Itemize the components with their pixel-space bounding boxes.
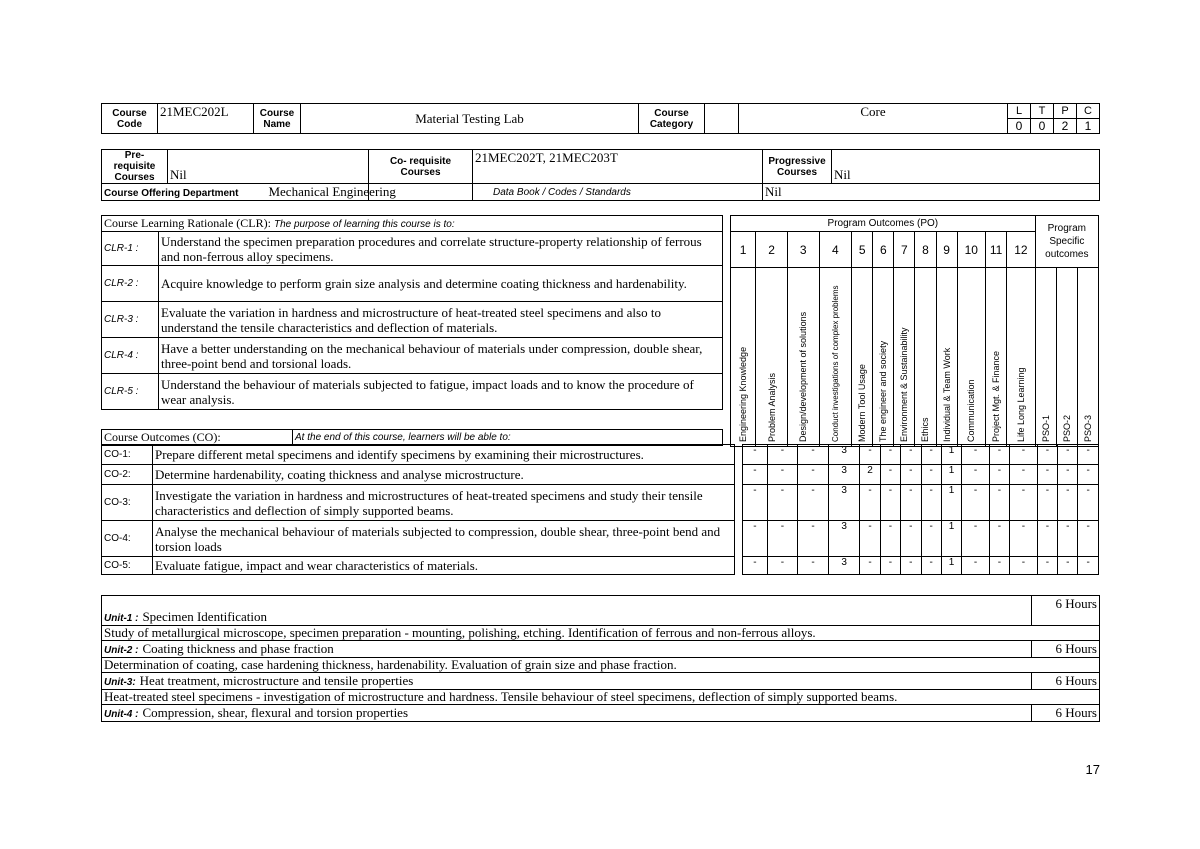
co-po-map-cell: - (1037, 521, 1057, 557)
po-title: Program Outcomes (PO) (731, 216, 1036, 232)
co-po-map-cell: - (1010, 465, 1038, 485)
ltpc-label-p: P (1054, 104, 1077, 119)
po-name-text: Modern Tool Usage (857, 364, 868, 442)
course-code-label: Course Code (102, 104, 158, 134)
po-name (986, 268, 1007, 447)
unit-content: Determination of coating, case hardening thickness, hardenability. Evaluation of grain size and phase fraction. (102, 658, 1100, 673)
unit-hours: 6 Hours (1032, 705, 1100, 722)
co-po-map-cell: 1 (941, 521, 961, 557)
co-po-map-cell: - (921, 445, 941, 465)
co-row (102, 485, 1099, 521)
course-category-blank (705, 104, 739, 134)
co-po-map-cell: - (1037, 465, 1057, 485)
co-po-map-cell: - (1010, 557, 1038, 575)
co-po-map-cell: 1 (941, 485, 961, 521)
unit-label: Unit-3: (104, 677, 136, 688)
co-gap (735, 557, 743, 575)
clr-subtitle: The purpose of learning this course is to: (273, 219, 455, 230)
pso-name (1035, 268, 1056, 447)
co-po-map-cell: - (1010, 445, 1038, 465)
co-po-map-cell: - (989, 521, 1009, 557)
course-name-label: Course Name (254, 104, 301, 134)
co-po-map-cell: - (798, 465, 829, 485)
clr-title: Course Learning Rationale (CLR): (104, 216, 271, 230)
ltpc-value-t: 0 (1031, 119, 1054, 134)
clr-code: CLR-4 : (102, 338, 159, 374)
ltpc-value-l: 0 (1008, 119, 1031, 134)
clr-code: CLR-5 : (102, 374, 159, 410)
co-code: CO-5: (102, 557, 153, 575)
co-po-map-cell: - (860, 445, 880, 465)
co-po-map-cell: - (901, 485, 921, 521)
ltpc-label-c: C (1077, 104, 1100, 119)
co-po-map-cell: 3 (828, 445, 860, 465)
po-number: 3 (787, 232, 819, 268)
co-subtitle: At the end of this course, learners will be able to: (293, 430, 723, 446)
unit-header-row (102, 705, 1100, 722)
co-po-map-cell: - (1078, 521, 1099, 557)
course-header-table (101, 103, 1100, 134)
page-number: 17 (1085, 762, 1100, 777)
co-po-map-cell: - (962, 521, 990, 557)
unit-content: Heat-treated steel specimens - investigation of microstructure and hardness. Tensile behaviour of steel specimens, deflection of simply supported beams. (102, 690, 1100, 705)
unit-header-row (102, 641, 1100, 658)
co-po-map-cell: - (989, 485, 1009, 521)
co-po-map-cell: - (798, 485, 829, 521)
co-code: CO-4: (102, 521, 153, 557)
units-table (101, 595, 1100, 722)
co-po-map-cell: 3 (828, 521, 860, 557)
po-number: 6 (873, 232, 894, 268)
unit-content: Study of metallurgical microscope, specimen preparation - mounting, polishing, etching. Identification of ferrous and non-ferrous alloys. (102, 626, 1100, 641)
po-name-text: Design/development of solutions (798, 311, 809, 442)
po-number: 8 (915, 232, 936, 268)
co-po-map-cell: - (1037, 445, 1057, 465)
po-number: 1 (731, 232, 756, 268)
clr-code: CLR-1 : (102, 232, 159, 266)
po-number: 9 (936, 232, 957, 268)
po-number: 7 (894, 232, 915, 268)
po-name-text: The engineer and society (878, 340, 889, 442)
co-po-map-cell: 2 (860, 465, 880, 485)
co-text: Evaluate fatigue, impact and wear characteristics of materials. (152, 557, 734, 575)
co-row (102, 445, 1099, 465)
co-po-map-cell: - (962, 485, 990, 521)
co-code: CO-2: (102, 465, 153, 485)
co-po-map-cell: - (860, 557, 880, 575)
unit-title-cell (102, 705, 1032, 722)
clr-code: CLR-2 : (102, 266, 159, 302)
co-po-map-cell: - (743, 445, 767, 465)
coreq-label: Co- requisite Courses (369, 150, 473, 184)
unit-content-row (102, 658, 1100, 673)
unit-content-row (102, 690, 1100, 705)
co-po-map-cell: - (962, 465, 990, 485)
co-po-map-cell: - (1058, 557, 1078, 575)
pso-name-text: PSO-3 (1082, 414, 1093, 442)
co-po-map-cell: - (767, 465, 798, 485)
co-text: Prepare different metal specimens and identify specimens by examining their microstructures. (152, 445, 734, 465)
unit-hours: 6 Hours (1032, 596, 1100, 626)
co-po-map-cell: - (989, 465, 1009, 485)
po-name-text: Conduct investigations of complex problems (831, 285, 841, 442)
unit-label: Unit-1 : (104, 613, 139, 624)
clr-text: Acquire knowledge to perform grain size analysis and determine coating thickness and hardenability. (159, 266, 723, 302)
po-name (936, 268, 957, 447)
ltpc-value-p: 2 (1054, 119, 1077, 134)
po-number: 12 (1007, 232, 1036, 268)
course-name: Material Testing Lab (301, 104, 639, 134)
co-text: Analyse the mechanical behaviour of materials subjected to compression, double shear, three-point bend and torsion loads (152, 521, 734, 557)
co-po-map-cell: - (743, 465, 767, 485)
co-po-map-cell: - (921, 557, 941, 575)
co-gap (735, 485, 743, 521)
co-po-map-cell: - (743, 557, 767, 575)
co-text: Investigate the variation in hardness and microstructures of heat-treated specimens and study their tensile characteristics and deflection of simply supported beams. (152, 485, 734, 521)
co-row (102, 557, 1099, 575)
po-name-text: Project Mgt. & Finance (991, 350, 1002, 442)
co-po-map-cell: - (1078, 485, 1099, 521)
prerequisite-table (101, 149, 1100, 201)
co-po-map-cell: - (962, 557, 990, 575)
po-name (756, 268, 788, 447)
co-po-map-cell: - (1058, 445, 1078, 465)
progressive-value: Nil (832, 150, 1100, 184)
co-row (102, 521, 1099, 557)
po-name (819, 268, 852, 447)
clr-code: CLR-3 : (102, 302, 159, 338)
unit-header-row (102, 596, 1100, 626)
co-po-map-cell: - (921, 465, 941, 485)
po-number: 5 (852, 232, 873, 268)
co-po-map-cell: - (1037, 557, 1057, 575)
unit-label: Unit-2 : (104, 645, 139, 656)
co-gap (735, 445, 743, 465)
clr-header (102, 216, 723, 232)
ltpc-value-c: 1 (1077, 119, 1100, 134)
clr-table (101, 215, 723, 410)
po-number: 2 (756, 232, 788, 268)
progressive-label: Progressive Courses (763, 150, 832, 184)
po-name (894, 268, 915, 447)
course-category-label: Course Category (639, 104, 705, 134)
co-po-map-cell: - (880, 557, 900, 575)
co-po-map-cell: - (901, 445, 921, 465)
po-number: 10 (957, 232, 985, 268)
pso-name (1077, 268, 1098, 447)
po-name-text: Problem Analysis (766, 372, 777, 442)
clr-text: Understand the behaviour of materials subjected to fatigue, impact loads and to know the procedure of wear analysis. (159, 374, 723, 410)
co-po-map-cell: - (901, 557, 921, 575)
prereq-value: Nil (168, 150, 369, 184)
unit-hours: 6 Hours (1032, 641, 1100, 658)
unit-title: Coating thickness and phase fraction (142, 641, 334, 656)
po-name-text: Ethics (920, 417, 931, 442)
co-po-map-cell: - (880, 445, 900, 465)
unit-title-cell (102, 673, 1032, 690)
co-code: CO-3: (102, 485, 153, 521)
unit-hours: 6 Hours (1032, 673, 1100, 690)
co-po-map-cell: 1 (941, 465, 961, 485)
unit-content-row (102, 626, 1100, 641)
po-name (915, 268, 936, 447)
co-po-map-cell: - (921, 485, 941, 521)
unit-title: Specimen Identification (142, 609, 267, 624)
coreq-value: 21MEC202T, 21MEC203T (473, 150, 763, 184)
co-po-map-cell: - (962, 445, 990, 465)
databook-value: Nil (763, 184, 1100, 201)
pso-title: Program Specific outcomes (1035, 216, 1098, 268)
co-gap (735, 521, 743, 557)
co-row (102, 465, 1099, 485)
co-po-map-cell: - (767, 485, 798, 521)
pso-name-text: PSO-1 (1040, 414, 1051, 442)
co-code: CO-1: (102, 445, 153, 465)
unit-title-cell (102, 641, 1032, 658)
unit-header-row (102, 673, 1100, 690)
co-po-map-cell: - (1010, 521, 1038, 557)
co-po-map-cell: - (901, 521, 921, 557)
co-table (101, 444, 1099, 575)
co-po-map-cell: - (989, 445, 1009, 465)
co-po-map-cell: - (743, 485, 767, 521)
po-name-text: Engineering Knowledge (738, 346, 749, 442)
co-po-map-cell: 1 (941, 445, 961, 465)
co-po-map-cell: - (798, 557, 829, 575)
dept-label-text: Course Offering Department (104, 188, 239, 199)
po-number: 4 (819, 232, 852, 268)
co-po-map-cell: - (767, 521, 798, 557)
po-name-text: Environment & Sustainability (899, 327, 910, 442)
co-po-map-cell: - (767, 557, 798, 575)
co-po-map-cell: - (901, 465, 921, 485)
po-name-text: Communication (966, 379, 977, 442)
po-name (873, 268, 894, 447)
po-name (957, 268, 985, 447)
co-po-map-cell: - (1037, 485, 1057, 521)
clr-text: Have a better understanding on the mechanical behaviour of materials under compression, double shear, three-point bend and torsional loads. (159, 338, 723, 374)
co-po-map-cell: - (1078, 557, 1099, 575)
co-gap (735, 465, 743, 485)
po-name (1007, 268, 1036, 447)
pso-name-text: PSO-2 (1061, 414, 1072, 442)
co-po-map-cell: - (989, 557, 1009, 575)
co-title: Course Outcomes (CO): (102, 430, 293, 446)
co-po-map-cell: - (1058, 465, 1078, 485)
co-po-map-cell: 3 (828, 557, 860, 575)
unit-title: Heat treatment, microstructure and tensile properties (139, 673, 414, 688)
co-po-map-cell: - (860, 521, 880, 557)
ltpc-label-t: T (1031, 104, 1054, 119)
co-po-map-cell: 1 (941, 557, 961, 575)
co-po-map-cell: - (880, 485, 900, 521)
unit-title-cell (102, 596, 1032, 626)
po-header-table (730, 215, 1099, 447)
clr-text: Understand the specimen preparation procedures and correlate structure-property relationship of ferrous and non-ferrous alloy specimens. (159, 232, 723, 266)
co-po-map-cell: - (880, 465, 900, 485)
dept-label (102, 184, 396, 201)
co-po-map-cell: - (798, 521, 829, 557)
pso-name (1056, 268, 1077, 447)
unit-title: Compression, shear, flexural and torsion properties (142, 705, 409, 720)
prereq-label: Pre-requisite Courses (102, 150, 168, 184)
co-po-map-cell: - (1010, 485, 1038, 521)
clr-text: Evaluate the variation in hardness and microstructure of heat-treated steel specimens and also to understand the tensile characteristics and deflection of materials. (159, 302, 723, 338)
po-name-text: Life Long Learning (1015, 367, 1026, 442)
co-po-map-cell: - (767, 445, 798, 465)
course-code: 21MEC202L (158, 104, 254, 134)
co-po-map-cell: - (1078, 465, 1099, 485)
co-po-map-cell: - (1078, 445, 1099, 465)
ltpc-label-l: L (1008, 104, 1031, 119)
po-name-text: Individual & Team Work (941, 347, 952, 442)
co-po-map-cell: - (921, 521, 941, 557)
co-po-map-cell: 3 (828, 465, 860, 485)
co-po-map-cell: - (743, 521, 767, 557)
po-name (731, 268, 756, 447)
po-name (852, 268, 873, 447)
unit-label: Unit-4 : (104, 709, 139, 720)
po-name (787, 268, 819, 447)
co-po-map-cell: 3 (828, 485, 860, 521)
co-po-map-cell: - (880, 521, 900, 557)
dept-value: Mechanical Engineering (268, 184, 396, 199)
po-number: 11 (986, 232, 1007, 268)
co-po-map-cell: - (1058, 485, 1078, 521)
course-category: Core (739, 104, 1008, 134)
co-text: Determine hardenability, coating thickness and analyse microstructure. (152, 465, 734, 485)
co-po-map-cell: - (860, 485, 880, 521)
co-po-map-cell: - (1058, 521, 1078, 557)
co-po-map-cell: - (798, 445, 829, 465)
databook-label: Data Book / Codes / Standards (473, 184, 763, 201)
